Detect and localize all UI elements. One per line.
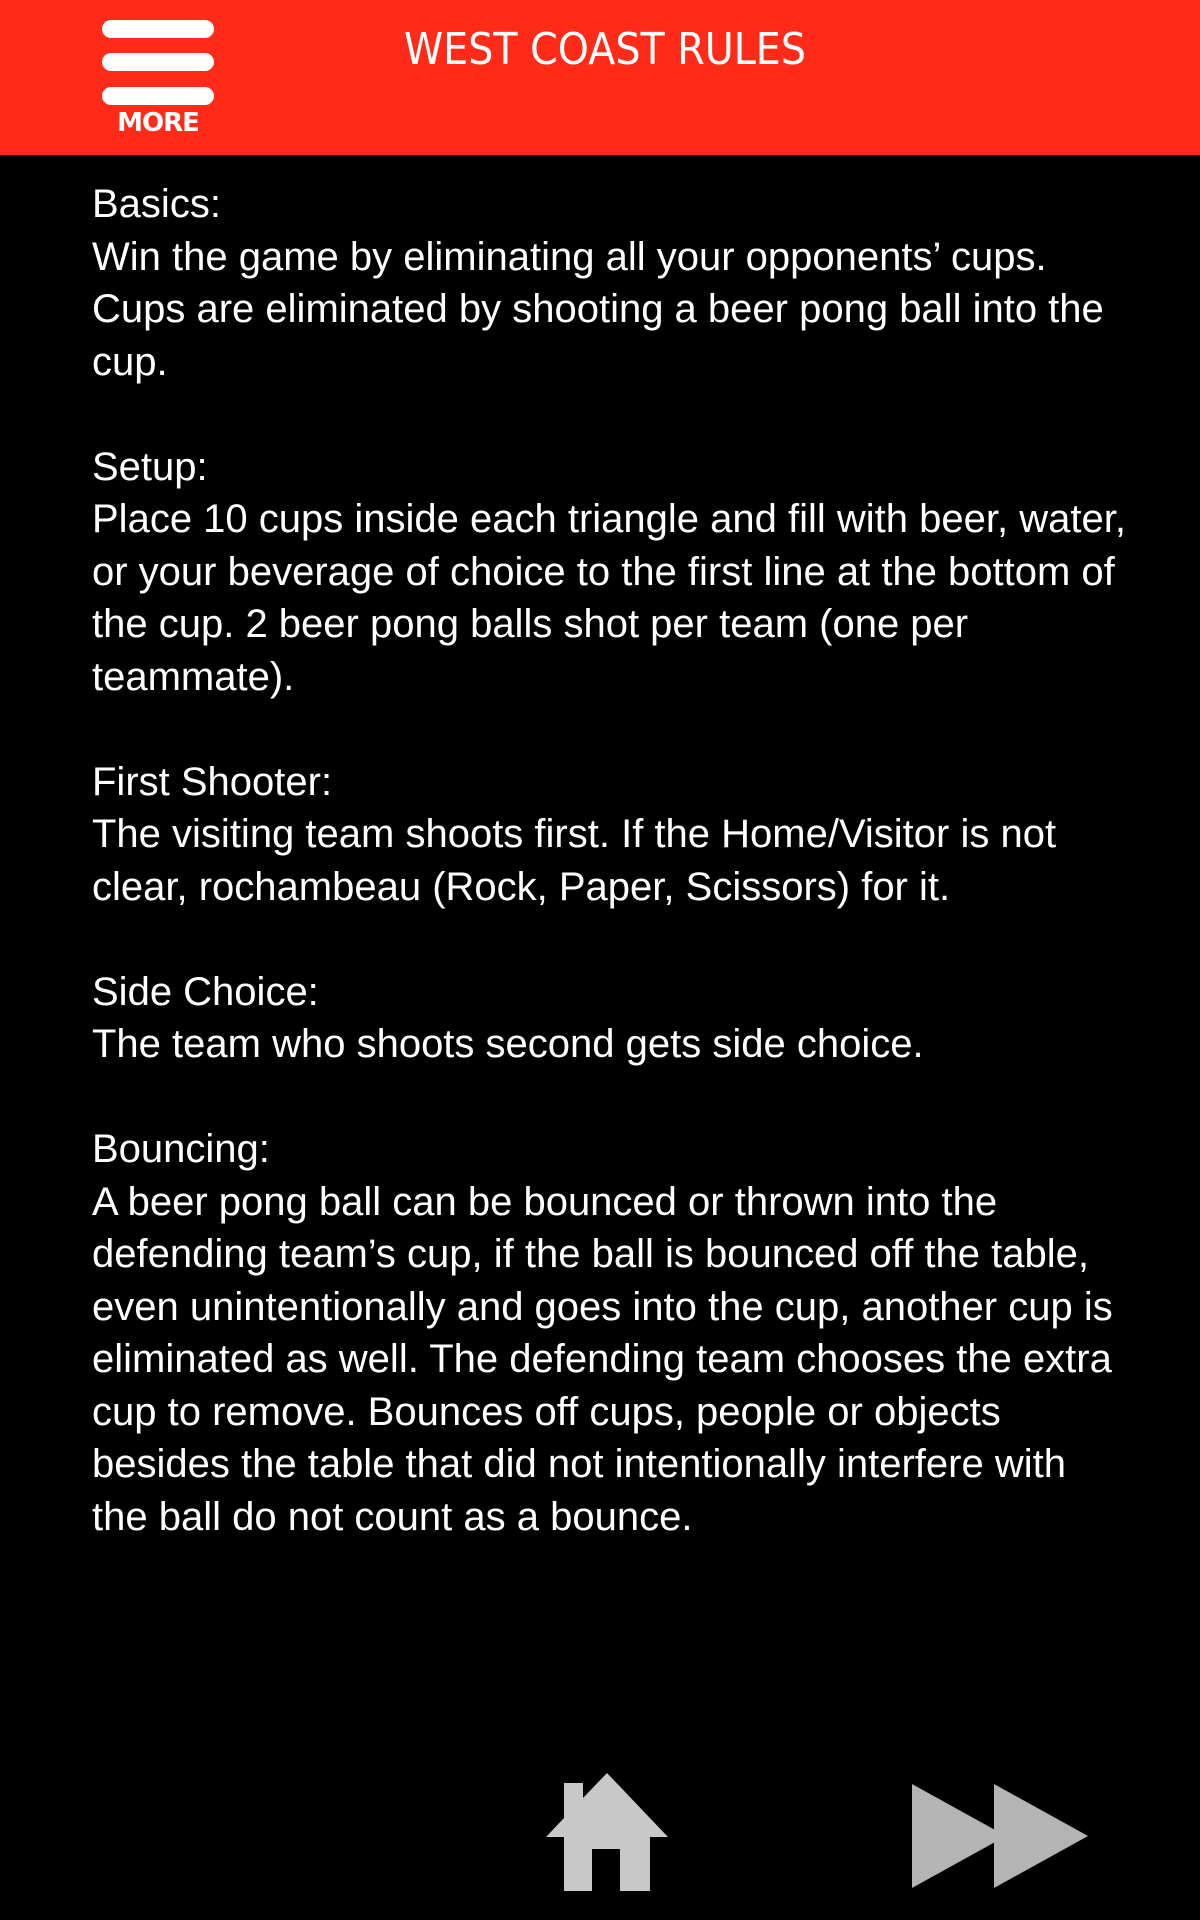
rules-section-bouncing xyxy=(92,1123,1132,1543)
rules-section-side-choice xyxy=(92,966,1132,1071)
section-body: The team who shoots second gets side choice. xyxy=(92,1022,924,1066)
section-heading: First Shooter: xyxy=(92,759,333,804)
rules-section-basics xyxy=(92,178,1132,388)
app-header xyxy=(0,0,1200,155)
rules-section-first-shooter xyxy=(92,756,1132,914)
section-body: Win the game by eliminating all your opponents’ cups. Cups are eliminated by shooting a beer pong ball into the cup. xyxy=(92,234,1104,384)
section-heading: Basics: xyxy=(92,182,221,226)
fast-forward-icon xyxy=(910,1782,1092,1890)
section-body: The visiting team shoots first. If the Home/Visitor is not clear, rochambeau (Rock, Paper, Scissors) for it. xyxy=(92,812,1057,909)
section-body: Place 10 cups inside each triangle and fill with beer, water, or your beverage of choice to the first line at the bottom of the cup. 2 beer pong balls shot per team (one per teammate). xyxy=(92,497,1126,699)
section-heading: Bouncing: xyxy=(92,1127,270,1171)
hamburger-menu-icon-bar xyxy=(102,87,214,105)
section-heading: Side Choice: xyxy=(92,969,319,1014)
section-body: A beer pong ball can be bounced or thrown into the defending team’s cup, if the ball is bounced off the table, even unintentionally and goes into the cup, another cup is eliminated as well. The defending team chooses the extra cup to remove. Bounces off cups, people or objects besides the table that did not intentionally interfere with the ball do not count as a bounce. xyxy=(92,1179,1113,1539)
rules-section-setup xyxy=(92,441,1132,704)
section-heading: Setup: xyxy=(92,444,208,489)
home-icon xyxy=(546,1773,668,1891)
more-label: MORE xyxy=(117,108,199,138)
home-button[interactable] xyxy=(546,1773,668,1891)
page-title: WEST COAST RULES xyxy=(404,24,806,75)
next-page-button[interactable] xyxy=(910,1782,1092,1890)
rules-content-scroll-area[interactable] xyxy=(92,178,1132,1712)
